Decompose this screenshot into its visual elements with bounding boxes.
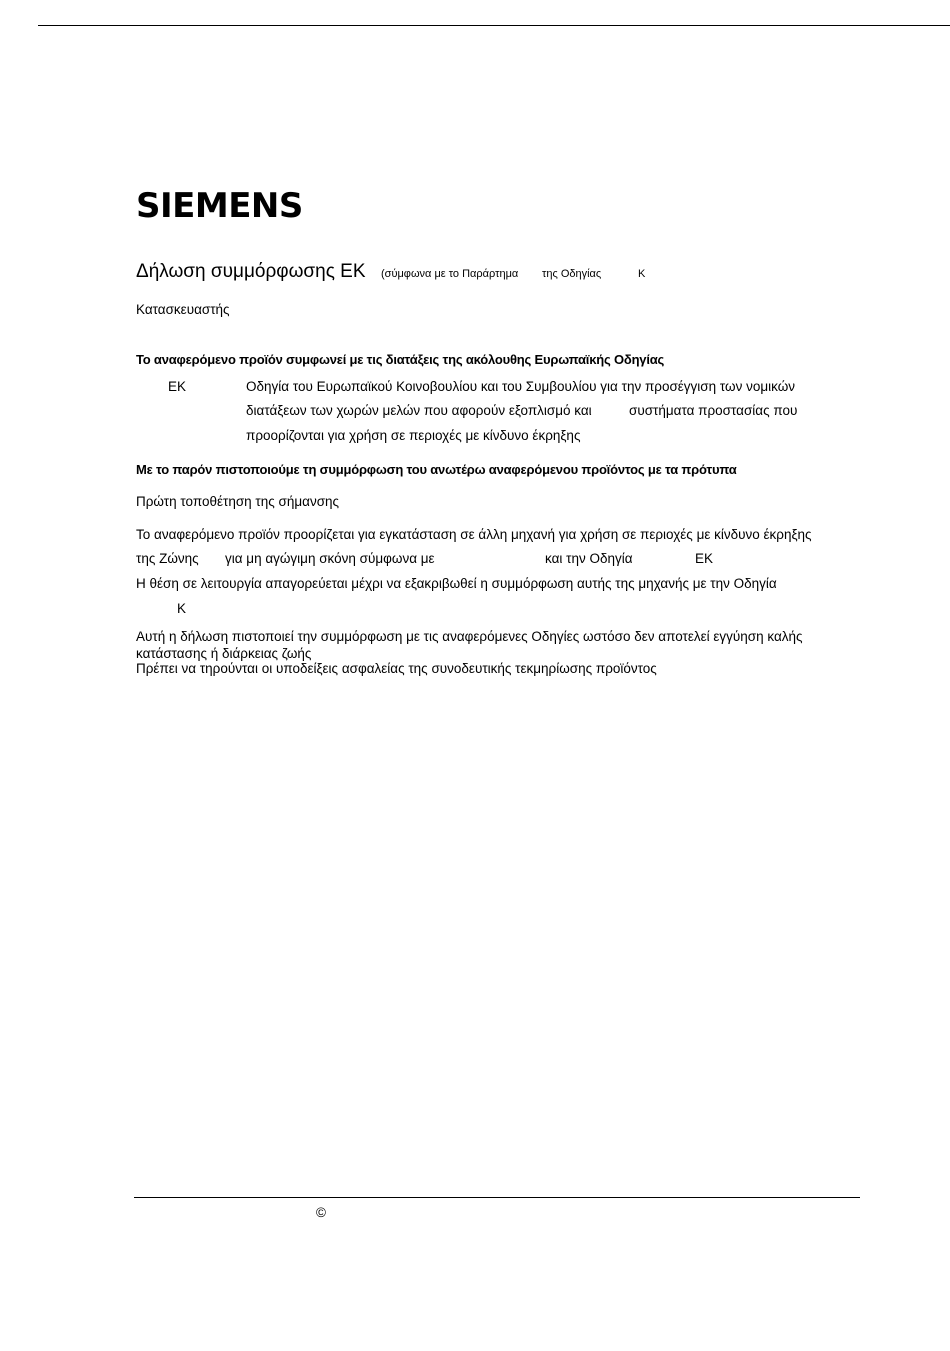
annex-reference: (σύμφωνα με το Παράρτημα xyxy=(381,268,519,280)
usage-dust-text: για μη αγώγιμη σκόνη σύμφωνα με xyxy=(225,551,435,566)
directive-text-line-2a: διατάξεων των χωρών μελών που αφορούν εξοπλισμό και xyxy=(246,403,592,418)
standards-heading: Με το παρόν πιστοποιούμε τη συμμόρφωση του ανωτέρω αναφερόμενου προϊόντος με τα πρότυπα xyxy=(136,462,737,477)
siemens-logo: SIEMENS xyxy=(136,186,303,226)
directive-code: EK xyxy=(168,379,187,394)
manufacturer-label: Κατασκευαστής xyxy=(136,302,230,317)
directive-suffix: K xyxy=(638,268,646,280)
directive-text-line-1: Οδηγία του Ευρωπαϊκού Κοινοβουλίου και του Συμβουλίου για την προσέγγιση των νομικών xyxy=(246,379,795,394)
copyright-symbol: © xyxy=(316,1205,326,1220)
usage-line-1: Το αναφερόμενο προϊόν προορίζεται για εγκατάσταση σε άλλη μηχανή για χρήση σε περιοχές με κίνδυνο έκρηξης xyxy=(136,527,812,542)
directive-reference: της Οδηγίας xyxy=(542,268,602,280)
usage-directive-code: EK xyxy=(695,551,714,566)
disclaimer-paragraph: Αυτή η δήλωση πιστοποιεί την συμμόρφωση με τις αναφερόμενες Οδηγίες ωστόσο δεν αποτελεί εγγύηση καλής κατάστασης ή διάρκειας ζωής xyxy=(136,629,803,661)
safety-note: Πρέπει να τηρούνται οι υποδείξεις ασφαλείας της συνοδευτικής τεκμηρίωσης προϊόντος xyxy=(136,661,657,676)
usage-zone-label: της Ζώνης xyxy=(136,551,199,566)
usage-line-3: Η θέση σε λειτουργία απαγορεύεται μέχρι να εξακριβωθεί η συμμόρφωση αυτής της μηχανής με την Οδηγία xyxy=(136,576,777,591)
footer-rule xyxy=(134,1197,860,1198)
usage-line-4: K xyxy=(177,601,187,616)
first-marking-label: Πρώτη τοποθέτηση της σήμανσης xyxy=(136,494,340,509)
top-rule xyxy=(38,25,950,26)
directive-text-line-2b: συστήματα προστασίας που xyxy=(629,403,798,418)
document-title: Δήλωση συμμόρφωσης ΕΚ xyxy=(136,261,366,282)
directive-section-heading: Το αναφερόμενο προϊόν συμφωνεί με τις διατάξεις της ακόλουθης Ευρωπαϊκής Οδηγίας xyxy=(136,352,665,367)
usage-directive-text: και την Οδηγία xyxy=(545,551,633,566)
directive-text-line-3: προορίζονται για χρήση σε περιοχές με κίνδυνο έκρηξης xyxy=(246,428,581,443)
